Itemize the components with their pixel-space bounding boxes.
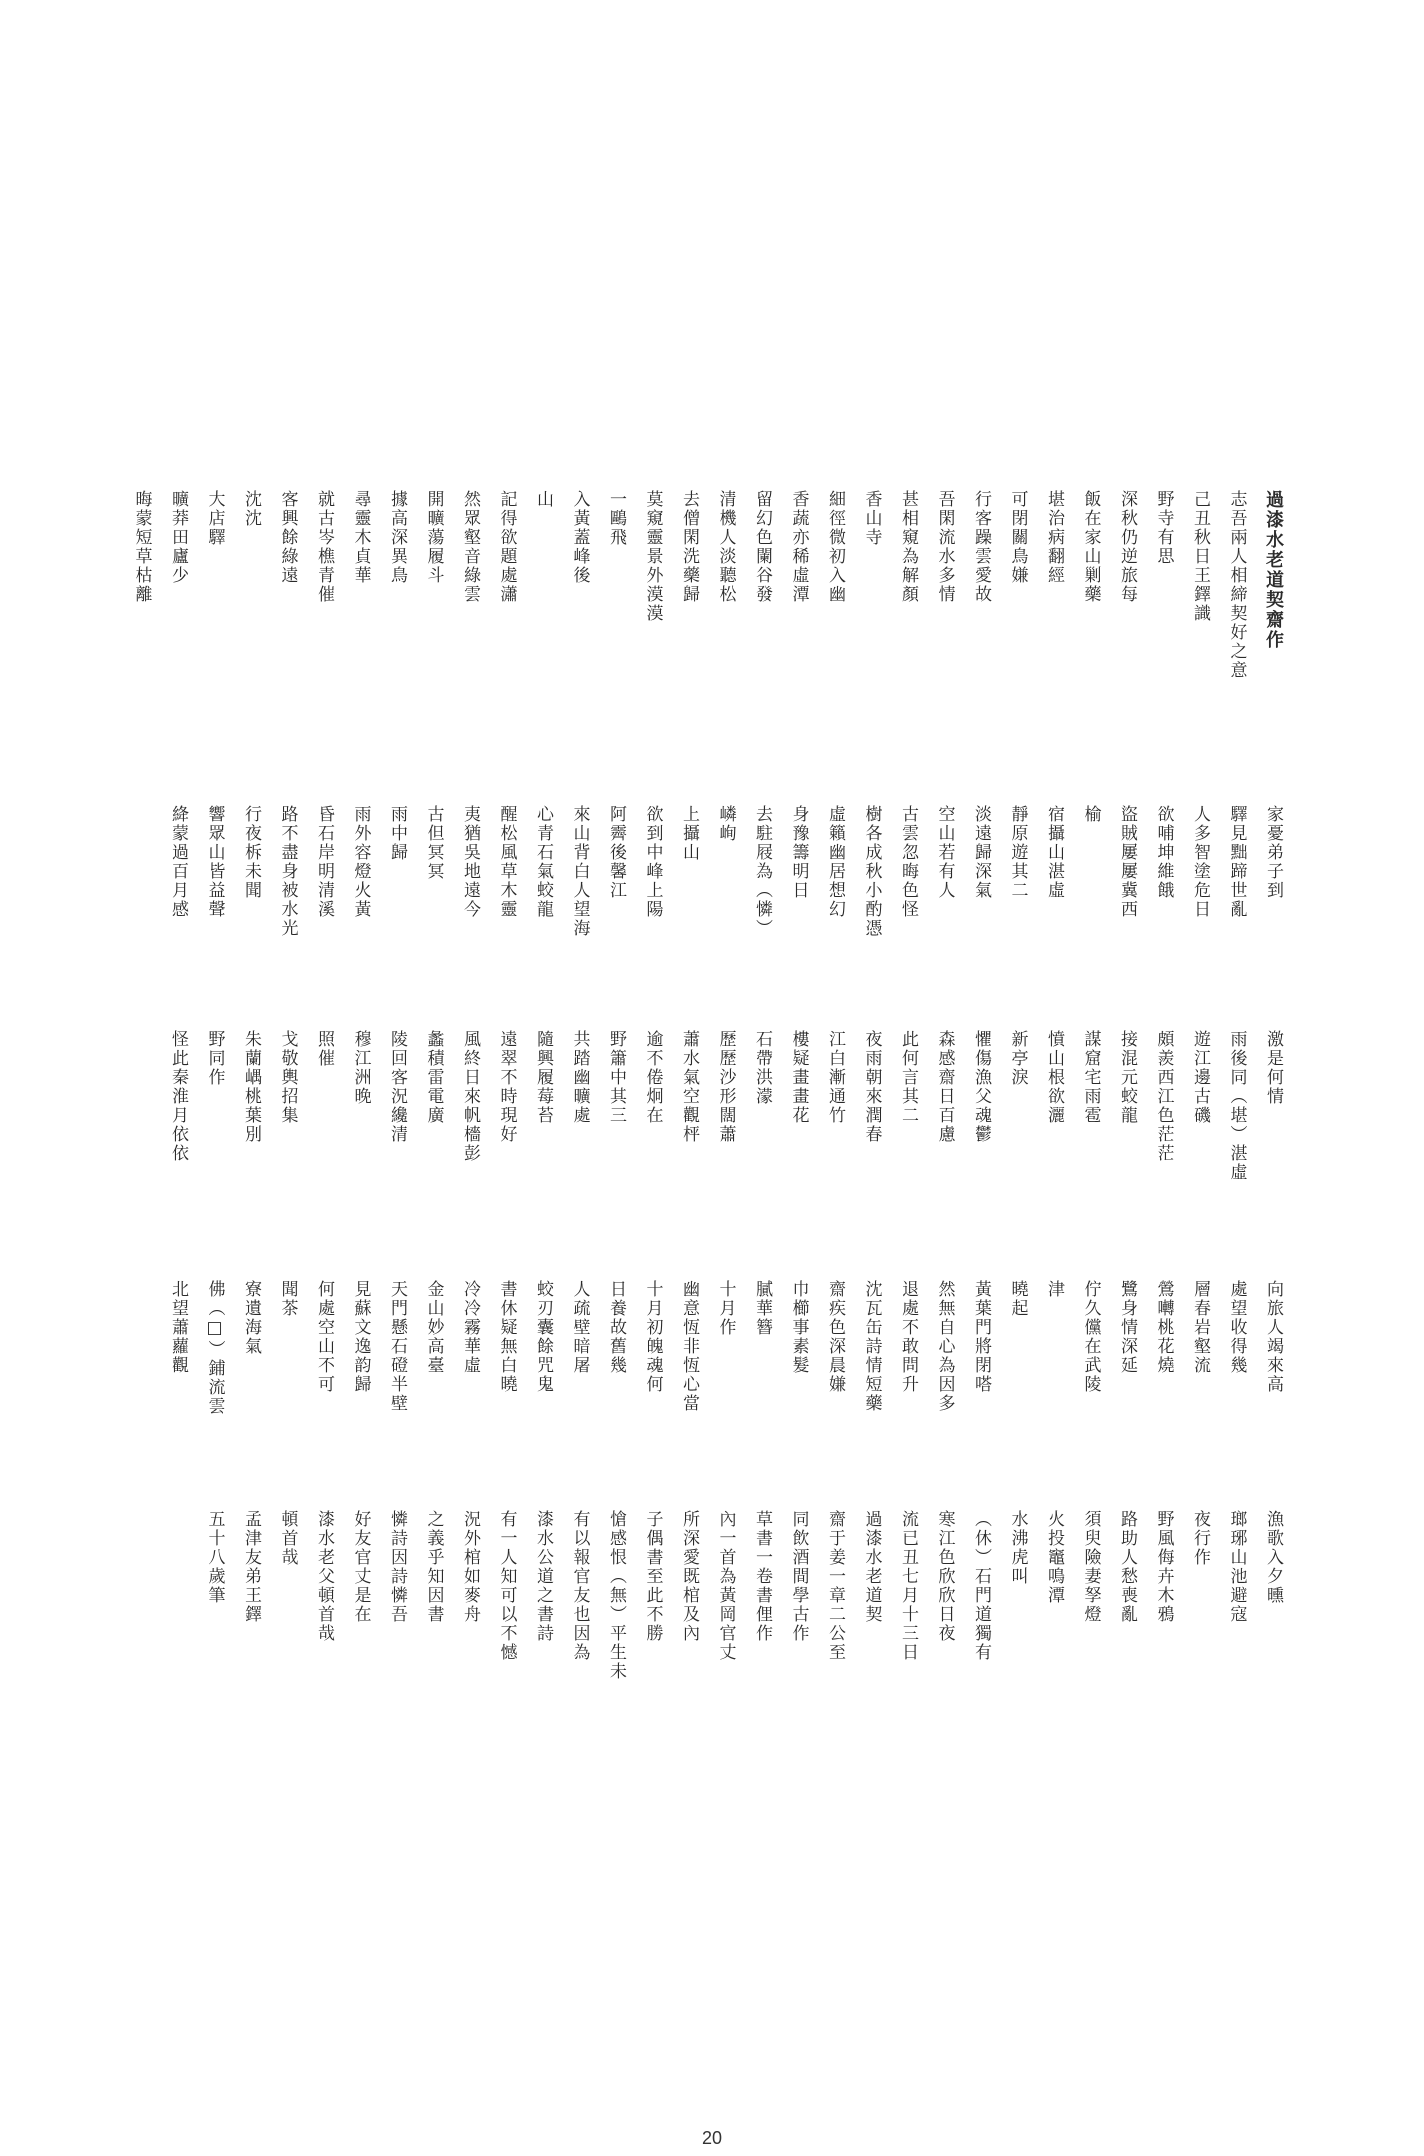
text-column: 甚相窺為解顏 bbox=[898, 490, 918, 604]
text-column: 昏石岸明清溪 bbox=[314, 805, 334, 919]
text-column: 憐詩因詩憐吾 bbox=[387, 1510, 407, 1624]
text-column: 懼傷漁父魂鬱 bbox=[971, 1030, 991, 1144]
text-column: 朱蘭嵎桃葉別 bbox=[241, 1030, 261, 1144]
text-column: 隨興履莓苔 bbox=[533, 1030, 553, 1125]
text-column: 醒松風草木靈 bbox=[496, 805, 517, 919]
text-column: 共踏幽曠處 bbox=[569, 1030, 590, 1125]
text-column: 憤山根欲灑 bbox=[1044, 1030, 1064, 1125]
text-column: 絳蒙過百月感 bbox=[168, 805, 188, 919]
text-column: 莫窺靈景外漠漠 bbox=[642, 490, 663, 623]
text-column: 吾閑流水多情 bbox=[934, 490, 955, 604]
text-column: 有一人知可以不憾 bbox=[496, 1510, 517, 1662]
text-column: 清機人淡聽松 bbox=[715, 490, 736, 604]
text-column: （休）石門道獨有 bbox=[971, 1510, 991, 1662]
text-column: 欲到中峰上陽 bbox=[642, 805, 663, 919]
text-column: 津 bbox=[1044, 1280, 1064, 1299]
text-column: 客興餘綠遠 bbox=[277, 490, 298, 585]
text-column: 欲哺坤維餓 bbox=[1153, 805, 1174, 900]
text-column: 嶙峋 bbox=[715, 805, 736, 843]
text-column: 野風侮卉木鴉 bbox=[1153, 1510, 1174, 1624]
text-column: 齋于姜一章二公至 bbox=[825, 1510, 845, 1662]
text-column: 戈敬輿招集 bbox=[277, 1030, 298, 1125]
text-column: 路助人愁喪亂 bbox=[1117, 1510, 1137, 1624]
text-column: 頓首哉 bbox=[277, 1510, 298, 1567]
text-column: 樓疑畫畫花 bbox=[788, 1030, 809, 1125]
text-column: 激是何情 bbox=[1263, 1030, 1283, 1106]
block-col-group bbox=[123, 490, 1291, 910]
text-column: 一鷗飛 bbox=[606, 490, 626, 547]
text-column: 入黃蓋峰後 bbox=[569, 490, 590, 585]
text-column: 歷歷沙形闊蕭 bbox=[715, 1030, 736, 1144]
text-column: 齋疾色深晨嫌 bbox=[825, 1280, 845, 1394]
text-column: 黃葉門將閉嗒 bbox=[971, 1280, 991, 1394]
text-column: 開曠蕩履斗 bbox=[423, 490, 444, 585]
text-column: 向旅人竭來高 bbox=[1263, 1280, 1283, 1394]
text-column: 夜行作 bbox=[1190, 1510, 1210, 1567]
text-column: 遠翠不時現好 bbox=[496, 1030, 517, 1144]
text-column: 子偶書至此不勝 bbox=[642, 1510, 663, 1643]
text-column: 宿攝山湛虛 bbox=[1044, 805, 1064, 900]
text-column: 五十八歲筆 bbox=[204, 1510, 225, 1605]
text-column: 寮遺海氣 bbox=[241, 1280, 261, 1356]
text-column: 日養故舊幾 bbox=[606, 1280, 626, 1375]
text-column: 好友官丈是在 bbox=[350, 1510, 371, 1624]
text-column: 空山若有人 bbox=[934, 805, 955, 900]
text-column: 古雲忽晦色怪 bbox=[898, 805, 918, 919]
text-column: 逾不倦炯在 bbox=[642, 1030, 663, 1125]
text-column: 晦蒙短草枯離 bbox=[131, 490, 152, 604]
text-column: 阿霽後馨江 bbox=[606, 805, 626, 900]
text-column: 響眾山皆益聲 bbox=[204, 805, 225, 919]
text-column: 留幻色闌谷發 bbox=[752, 490, 772, 604]
text-column: 況外棺如麥舟 bbox=[460, 1510, 480, 1624]
text-column: 去僧閑洗藥歸 bbox=[679, 490, 699, 604]
text-column: 盜賊屢屢冀西 bbox=[1117, 805, 1137, 919]
text-column: 香山寺 bbox=[861, 490, 882, 547]
text-column: 草書一卷書俚作 bbox=[752, 1510, 772, 1643]
text-column: 層春岩壑流 bbox=[1190, 1280, 1210, 1375]
text-column: 行夜柝未聞 bbox=[241, 805, 261, 900]
text-column: 己丑秋日王鐸識 bbox=[1190, 490, 1210, 623]
text-column: 鷺身情深延 bbox=[1117, 1280, 1137, 1375]
text-column: 水沸虎叫 bbox=[1007, 1510, 1028, 1586]
text-column: 何處空山不可 bbox=[314, 1280, 334, 1394]
text-column: 退處不敢問升 bbox=[898, 1280, 918, 1394]
text-column: 遊江邊古磯 bbox=[1190, 1030, 1210, 1125]
text-column: 細徑微初入幽 bbox=[825, 490, 845, 604]
text-column: 野寺有思 bbox=[1153, 490, 1174, 566]
text-column: 靜原遊其二 bbox=[1007, 805, 1028, 900]
text-column: 家憂弟子到 bbox=[1263, 805, 1283, 900]
text-column: 火投竈鳴潭 bbox=[1044, 1510, 1064, 1605]
text-column: 有以報官友也因為 bbox=[569, 1510, 590, 1662]
text-column: 雨後同（堪）湛虛 bbox=[1226, 1030, 1247, 1182]
text-column: 風終日來帆檣彭 bbox=[460, 1030, 480, 1163]
text-column: 冷冷霧華虛 bbox=[460, 1280, 480, 1375]
text-column: 漆水公道之書詩 bbox=[533, 1510, 553, 1643]
text-column: 就古岑樵青催 bbox=[314, 490, 334, 604]
text-column: 曉起 bbox=[1007, 1280, 1028, 1318]
text-column: 江白漸通竹 bbox=[825, 1030, 845, 1125]
text-column: 森感齋日百慮 bbox=[934, 1030, 955, 1144]
text-column: 聞茶 bbox=[277, 1280, 298, 1318]
text-column: 寒江色欣欣日夜 bbox=[934, 1510, 955, 1643]
text-column: 巾櫛事素髮 bbox=[788, 1280, 809, 1375]
text-column: 古但冥冥 bbox=[423, 805, 444, 881]
text-column: 鶯囀桃花燒 bbox=[1153, 1280, 1174, 1375]
text-column: 之義乎知因書 bbox=[423, 1510, 444, 1624]
text-column: 漆水老父頓首哉 bbox=[314, 1510, 334, 1643]
text-column: 然無自心為因多 bbox=[934, 1280, 955, 1413]
text-column: 野同作 bbox=[204, 1030, 225, 1087]
text-column: 沈瓦缶詩情短藥 bbox=[861, 1280, 882, 1413]
text-column: 人多智塗危日 bbox=[1190, 805, 1210, 919]
text-column: 驛見黜蹄世亂 bbox=[1226, 805, 1247, 919]
text-column: 去駐屐為（憐） bbox=[752, 805, 772, 938]
text-column: 十月初魄魂何 bbox=[642, 1280, 663, 1394]
text-column: 野簫中其三 bbox=[606, 1030, 626, 1125]
text-column: 深秋仍逆旅每 bbox=[1117, 490, 1137, 604]
text-column: 蕭水氣空觀枰 bbox=[679, 1030, 699, 1144]
text-column: 佛（□）鋪流雲 bbox=[204, 1280, 225, 1416]
text-column: 蠡積雷電廣 bbox=[423, 1030, 444, 1125]
text-column: 路不盡身被水光 bbox=[277, 805, 298, 938]
text-column: 然眾壑音綠雲 bbox=[460, 490, 480, 604]
text-column: 北望蕭蘿觀 bbox=[168, 1280, 188, 1375]
text-column: 金山妙高臺 bbox=[423, 1280, 444, 1375]
text-column: 接混元蛟龍 bbox=[1117, 1030, 1137, 1125]
text-column: 此何言其二 bbox=[898, 1030, 918, 1125]
text-column: 蛟刃囊餘咒鬼 bbox=[533, 1280, 553, 1394]
text-column: 堪治病翻經 bbox=[1044, 490, 1064, 585]
text-column: 行客躁雲愛故 bbox=[971, 490, 991, 604]
text-column: 同飲酒間學古作 bbox=[788, 1510, 809, 1643]
text-column: 天門懸石磴半壁 bbox=[387, 1280, 407, 1413]
text-column: 頗羨西江色茫茫 bbox=[1153, 1030, 1174, 1163]
text-column: 飯在家山剿藥 bbox=[1080, 490, 1101, 604]
text-column: 榆 bbox=[1080, 805, 1101, 824]
text-column: 樹各成秋小酌憑 bbox=[861, 805, 882, 938]
text-column: 身豫籌明日 bbox=[788, 805, 809, 900]
text-column: 佇久儻在武陵 bbox=[1080, 1280, 1101, 1394]
text-column: 香蔬亦稀虛潭 bbox=[788, 490, 809, 604]
text-column: 尋靈木貞華 bbox=[350, 490, 371, 585]
text-column: 內一首為黃岡官丈 bbox=[715, 1510, 736, 1662]
text-column: 謀窟宅雨雹 bbox=[1080, 1030, 1101, 1125]
text-column: 流已丑七月十三日 bbox=[898, 1510, 918, 1662]
text-column: 須臾險妻孥燈 bbox=[1080, 1510, 1101, 1624]
text-column: 處望收得幾 bbox=[1226, 1280, 1247, 1375]
text-column: 所深愛既棺及內 bbox=[679, 1510, 699, 1643]
text-column: 雨中歸 bbox=[387, 805, 407, 862]
text-column: 陵回客況纔清 bbox=[387, 1030, 407, 1144]
text-column: 山 bbox=[533, 490, 553, 509]
text-column: 愴感恨（無）平生未 bbox=[606, 1510, 626, 1681]
text-column: 見蘇文逸韵歸 bbox=[350, 1280, 371, 1394]
text-column: 夜雨朝來潤春 bbox=[861, 1030, 882, 1144]
text-column: 怪此秦淮月依依 bbox=[168, 1030, 188, 1163]
text-column: 人疏壁暗屠 bbox=[569, 1280, 590, 1375]
page-number: 20 bbox=[701, 2128, 723, 2148]
text-column: 膩華簪 bbox=[752, 1280, 772, 1337]
text-column: 虛籟幽居想幻 bbox=[825, 805, 845, 919]
text-column: 書休疑無白曉 bbox=[496, 1280, 517, 1394]
text-column: 孟津友弟王鐸 bbox=[241, 1510, 261, 1624]
text-column: 上攝山 bbox=[679, 805, 699, 862]
text-column: 過漆水老道契齋作 bbox=[1263, 490, 1284, 650]
text-column: 過漆水老道契 bbox=[861, 1510, 882, 1624]
text-column: 心青石氣蛟龍 bbox=[533, 805, 553, 919]
text-column: 記得欲題處瀟 bbox=[496, 490, 517, 604]
text-column: 來山背白人望海 bbox=[569, 805, 590, 938]
text-column: 淡遠歸深氣 bbox=[971, 805, 991, 900]
text-column: 瑯琊山池避寇 bbox=[1226, 1510, 1247, 1624]
text-column: 夷猶吳地遠今 bbox=[460, 805, 480, 919]
text-column: 曠莽田廬少 bbox=[168, 490, 188, 585]
text-column: 雨外容燈火黃 bbox=[350, 805, 371, 919]
text-column: 可閉關鳥嫌 bbox=[1007, 490, 1028, 585]
text-column: 沈沈 bbox=[241, 490, 261, 528]
text-column: 穆江洲晚 bbox=[350, 1030, 371, 1106]
text-column: 幽意恆非恆心當 bbox=[679, 1280, 699, 1413]
text-column: 據高深異鳥 bbox=[387, 490, 407, 585]
text-column: 漁歌入夕曛 bbox=[1263, 1510, 1283, 1605]
text-column: 大店驛 bbox=[204, 490, 225, 547]
text-column: 照催 bbox=[314, 1030, 334, 1068]
text-column: 新亭淚 bbox=[1007, 1030, 1028, 1087]
text-column: 石帶洪濛 bbox=[752, 1030, 772, 1106]
text-column: 十月作 bbox=[715, 1280, 736, 1337]
text-column: 志吾兩人相締契好之意 bbox=[1226, 490, 1247, 680]
